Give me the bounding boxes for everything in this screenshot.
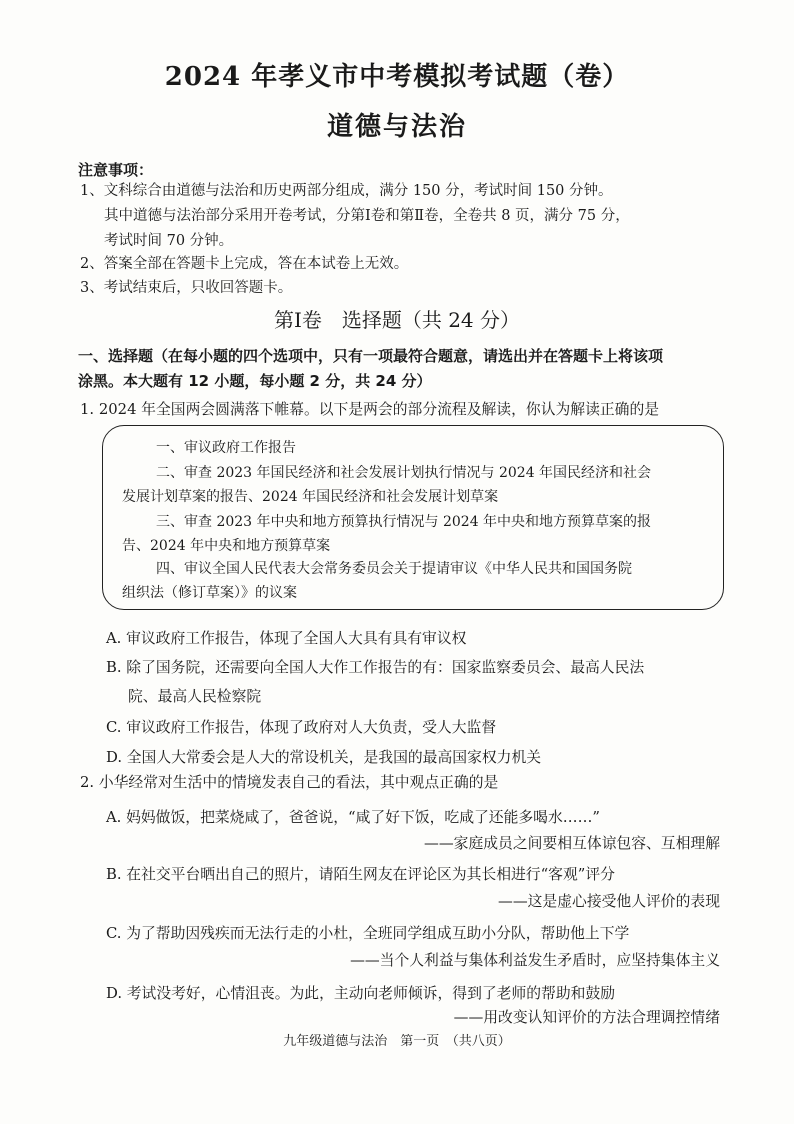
material-line: 二、审查 2023 年国民经济和社会发展计划执行情况与 2024 年国民经济和社会 (156, 465, 652, 481)
section-title: 第Ⅰ卷 选择题（共 24 分） (273, 308, 521, 332)
note-line: 3、考试结束后，只收回答题卡。 (80, 280, 293, 296)
notes-heading: 注意事项： (78, 161, 154, 179)
material-line: 四、审议全国人民代表大会常务委员会关于提请审议《中华人民共和国国务院 (156, 561, 632, 577)
question-2-option-b-view: ——这是虚心接受他人评价的表现 (498, 893, 720, 910)
section-instruction: 一、选择题（在每小题的四个选项中，只有一项最符合题意，请选出并在答题卡上将该项 (78, 347, 664, 365)
note-line: 考试时间 70 分钟。 (104, 233, 234, 249)
material-line: 组织法（修订草案）》的议案 (122, 585, 297, 601)
material-line: 一、审议政府工作报告 (156, 440, 296, 456)
exam-title: 2024 年孝义市中考模拟考试题（卷） (164, 62, 630, 92)
question-2-option-c-view: ——当个人利益与集体利益发生矛盾时，应坚持集体主义 (350, 952, 720, 969)
page-footer: 九年级道德与法治 第一页 （共八页） (283, 1034, 511, 1049)
material-line: 发展计划草案的报告、2024 年国民经济和社会发展计划草案 (122, 489, 499, 505)
question-1-option-b: B. 除了国务院，还需要向全国人大作工作报告的有：国家监察委员会、最高人民法 (106, 659, 645, 676)
question-2-stem: 2. 小华经常对生活中的情境发表自己的看法，其中观点正确的是 (80, 774, 499, 791)
question-2-option-a-view: ——家庭成员之间要相互体谅包容、互相理解 (424, 835, 720, 852)
note-line: 1、文科综合由道德与法治和历史两部分组成，满分 150 分，考试时间 150 分钟。 (80, 183, 613, 199)
note-line: 2、答案全部在答题卡上完成，答在本试卷上无效。 (80, 256, 409, 272)
question-2-option-b: B. 在社交平台晒出自己的照片，请陌生网友在评论区为其长相进行“客观”评分 (106, 866, 615, 883)
question-1-stem: 1. 2024 年全国两会圆满落下帷幕。以下是两会的部分流程及解读，你认为解读正确的是 (80, 401, 660, 418)
question-1-option-d: D. 全国人大常委会是人大的常设机关，是我国的最高国家权力机关 (106, 749, 542, 766)
question-2-option-d-view: ——用改变认知评价的方法合理调控情绪 (453, 1009, 720, 1026)
material-line: 三、审查 2023 年中央和地方预算执行情况与 2024 年中央和地方预算草案的报 (156, 514, 652, 530)
note-line: 其中道德与法治部分采用开卷考试，分第Ⅰ卷和第Ⅱ卷，全卷共 8 页，满分 75 分， (104, 208, 630, 224)
question-2-option-c: C. 为了帮助因残疾而无法行走的小杜，全班同学组成互助小分队，帮助他上下学 (106, 925, 630, 942)
subject-title: 道德与法治 (326, 112, 467, 142)
question-2-option-a: A. 妈妈做饭，把菜烧咸了，爸爸说，“咸了好下饭，吃咸了还能多喝水……” (106, 809, 600, 826)
material-line: 告、2024 年中央和地方预算草案 (122, 538, 331, 554)
question-1-option-b-cont: 院、最高人民检察院 (128, 688, 262, 705)
question-1-option-c: C. 审议政府工作报告，体现了政府对人大负责，受人大监督 (106, 719, 497, 736)
question-1-option-a: A. 审议政府工作报告，体现了全国人大具有具有审议权 (106, 630, 467, 647)
section-instruction: 涂黑。本大题有 12 小题，每小题 2 分，共 24 分） (78, 372, 432, 390)
question-2-option-d: D. 考试没考好，心情沮丧。为此，主动向老师倾诉，得到了老师的帮助和鼓励 (106, 985, 616, 1002)
